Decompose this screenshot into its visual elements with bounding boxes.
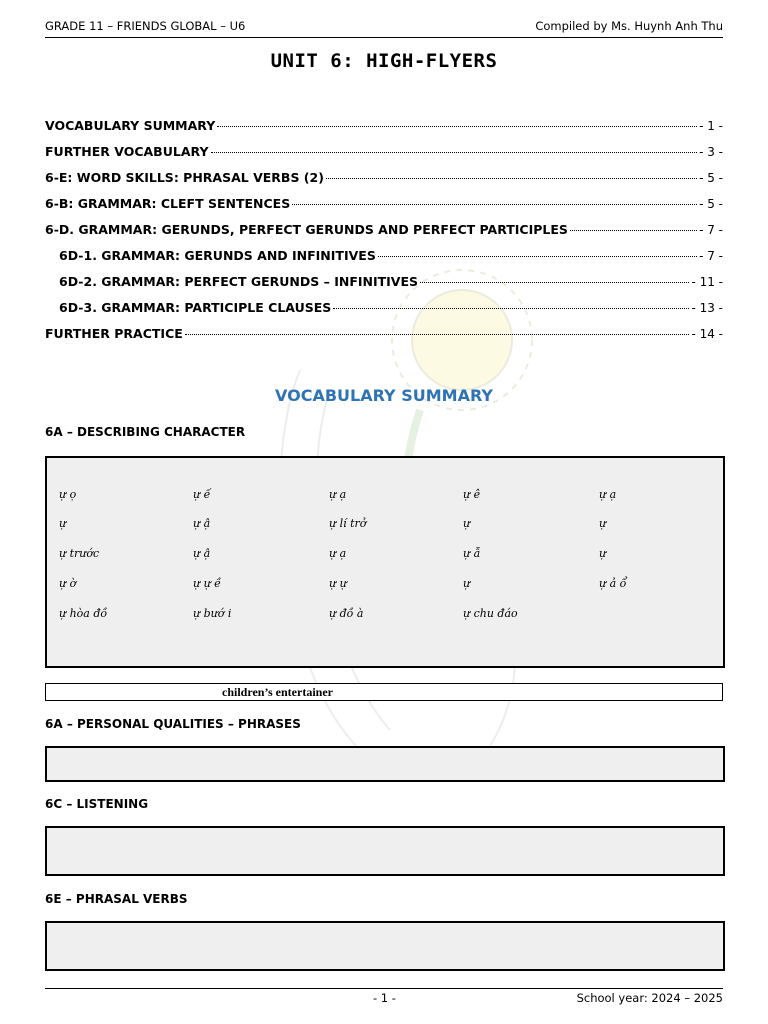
page-header: [45, 19, 723, 38]
toc-item[interactable]: [45, 300, 723, 326]
toc-item[interactable]: [45, 248, 723, 274]
toc-label: 6D-2. GRAMMAR: PERFECT GERUNDS – INFINITIVES: [59, 274, 419, 289]
toc-leader: [570, 230, 697, 231]
vocab-cell: ự ậ: [193, 517, 211, 530]
toc-label: 6-E: WORD SKILLS: PHRASAL VERBS (2): [45, 170, 324, 185]
toc-page: - 3 -: [699, 145, 723, 159]
vocab-cell: ự chu đáo: [463, 607, 518, 620]
toc-label: 6-D. GRAMMAR: GERUNDS, PERFECT GERUNDS AND PERFECT PARTICIPLES: [45, 222, 568, 237]
header-left: GRADE 11 – FRIENDS GLOBAL – U6: [45, 19, 246, 33]
toc-label: 6D-3. GRAMMAR: PARTICIPLE CLAUSES: [59, 300, 332, 315]
vocab-cell: ự trước: [59, 547, 100, 560]
vocab-cell: ự hòa đồ: [59, 607, 108, 620]
vocab-cell: ự bướ i: [193, 607, 232, 620]
vocab-cell: ự ả ổ: [599, 577, 627, 590]
toc-page: - 13 -: [691, 301, 723, 315]
toc-item[interactable]: [45, 222, 723, 248]
toc-item[interactable]: [45, 170, 723, 196]
vocab-cell: ự: [599, 547, 607, 560]
page-title: UNIT 6: HIGH-FLYERS: [270, 50, 498, 72]
toc-page: - 5 -: [699, 197, 723, 211]
vocab-strip: [45, 683, 723, 701]
page-footer: [45, 988, 723, 1009]
vocab-cell: ự ờ: [59, 577, 77, 590]
toc-label: FURTHER VOCABULARY: [45, 144, 209, 159]
vocab-cell: ự: [599, 517, 607, 530]
phrases-box: [45, 746, 725, 782]
toc-label: 6-B: GRAMMAR: CLEFT SENTENCES: [45, 196, 291, 211]
vocab-cell: ự ê: [463, 488, 481, 501]
character-vocab-box: [45, 456, 725, 668]
page-number: - 1 -: [373, 991, 396, 1005]
vocab-cell: ự ọ: [59, 488, 77, 501]
vocab-cell: ự ự: [329, 577, 347, 590]
toc-leader: [217, 126, 697, 127]
toc-page: - 14 -: [691, 327, 723, 341]
vocab-cell: ự: [59, 517, 67, 530]
header-right: Compiled by Ms. Huynh Anh Thu: [535, 19, 723, 33]
vocab-cell: ự đồ à: [329, 607, 364, 620]
listening-box: [45, 826, 725, 876]
vocab-cell: ự ự ề: [193, 577, 221, 590]
vocab-cell: ự ạ: [599, 488, 617, 501]
toc-label: FURTHER PRACTICE: [45, 326, 183, 341]
strip-text: children’s entertainer: [222, 685, 333, 699]
toc-label: 6D-1. GRAMMAR: GERUNDS AND INFINITIVES: [59, 248, 376, 263]
toc-label: VOCABULARY SUMMARY: [45, 118, 216, 133]
vocab-cell: ự ậ: [193, 547, 211, 560]
toc-item[interactable]: [45, 326, 723, 352]
toc-page: - 7 -: [699, 249, 723, 263]
vocab-cell: ự ế: [193, 488, 211, 501]
toc-leader: [326, 178, 697, 179]
vocab-cell: ự ẫ: [463, 547, 481, 560]
toc-page: - 7 -: [699, 223, 723, 237]
vocab-cell: ự ạ: [329, 547, 347, 560]
vocab-cell: ự: [463, 517, 471, 530]
subsection-phrasal: 6E – PHRASAL VERBS: [45, 892, 188, 906]
toc-leader: [420, 282, 689, 283]
toc-leader: [378, 256, 697, 257]
toc-page: - 5 -: [699, 171, 723, 185]
table-of-contents: [45, 118, 723, 352]
subsection-listening: 6C – LISTENING: [45, 797, 149, 811]
vocab-cell: ự lí trở: [329, 517, 367, 530]
subsection-phrases: 6A – PERSONAL QUALITIES – PHRASES: [45, 717, 301, 731]
toc-item[interactable]: [45, 118, 723, 144]
section-title: VOCABULARY SUMMARY: [275, 386, 493, 405]
toc-leader: [185, 334, 690, 335]
toc-item[interactable]: [45, 144, 723, 170]
toc-page: - 11 -: [691, 275, 723, 289]
toc-page: - 1 -: [699, 119, 723, 133]
toc-item[interactable]: [45, 196, 723, 222]
toc-leader: [292, 204, 697, 205]
subsection-describing: 6A – DESCRIBING CHARACTER: [45, 425, 246, 439]
toc-leader: [333, 308, 689, 309]
vocab-cell: ự: [463, 577, 471, 590]
toc-leader: [211, 152, 698, 153]
school-year: School year: 2024 – 2025: [576, 991, 723, 1005]
toc-item[interactable]: [45, 274, 723, 300]
phrasal-box: [45, 921, 725, 971]
vocab-cell: ự ạ: [329, 488, 347, 501]
